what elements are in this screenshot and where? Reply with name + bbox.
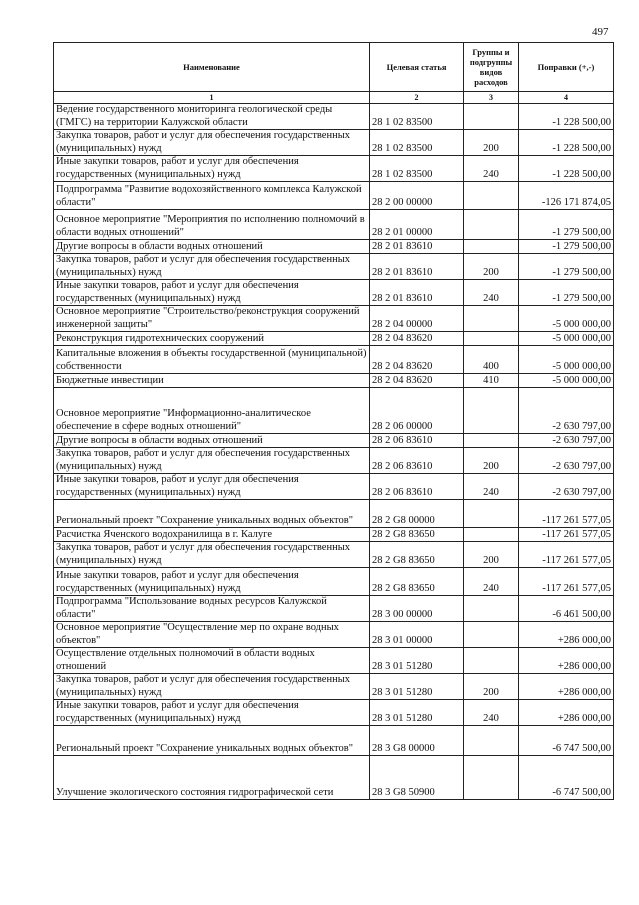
column-header-name: Наименование (54, 43, 370, 92)
row-code: 28 2 01 00000 (370, 210, 464, 240)
row-amount: -1 228 500,00 (519, 156, 614, 182)
row-amount: -5 000 000,00 (519, 374, 614, 388)
row-name: Закупка товаров, работ и услуг для обеспечения государственных (муниципальных) нужд (54, 130, 370, 156)
table-row (54, 500, 614, 528)
row-name: Иные закупки товаров, работ и услуг для обеспечения государственных (муниципальных) нужд (54, 700, 370, 726)
row-group (464, 434, 519, 448)
table-row (54, 474, 614, 500)
row-group: 410 (464, 374, 519, 388)
row-code: 28 2 04 00000 (370, 306, 464, 332)
row-group: 200 (464, 448, 519, 474)
row-code: 28 2 06 83610 (370, 448, 464, 474)
table-row (54, 346, 614, 374)
table-row (54, 622, 614, 648)
row-name: Иные закупки товаров, работ и услуг для обеспечения государственных (муниципальных) нужд (54, 474, 370, 500)
row-group (464, 210, 519, 240)
row-amount: -6 747 500,00 (519, 756, 614, 800)
row-name: Иные закупки товаров, работ и услуг для обеспечения государственных (муниципальных) нужд (54, 568, 370, 596)
row-code: 28 2 G8 83650 (370, 568, 464, 596)
row-amount: -2 630 797,00 (519, 434, 614, 448)
row-name: Закупка товаров, работ и услуг для обеспечения государственных (муниципальных) нужд (54, 448, 370, 474)
row-group (464, 306, 519, 332)
row-code: 28 2 04 83620 (370, 332, 464, 346)
row-code: 28 2 04 83620 (370, 346, 464, 374)
table-row (54, 528, 614, 542)
row-amount: -6 747 500,00 (519, 726, 614, 756)
row-amount: -1 279 500,00 (519, 280, 614, 306)
budget-table (53, 42, 614, 800)
table-row (54, 156, 614, 182)
row-code: 28 3 G8 50900 (370, 756, 464, 800)
table-body (54, 104, 614, 800)
row-group (464, 332, 519, 346)
column-number: 1 (54, 92, 370, 104)
row-amount: -1 279 500,00 (519, 240, 614, 254)
row-name: Основное мероприятие "Строительство/реконструкция сооружений инженерной защиты" (54, 306, 370, 332)
row-code: 28 3 01 00000 (370, 622, 464, 648)
row-amount: -1 279 500,00 (519, 210, 614, 240)
row-group (464, 756, 519, 800)
row-code: 28 2 06 00000 (370, 388, 464, 434)
row-name: Другие вопросы в области водных отношений (54, 240, 370, 254)
table-row (54, 280, 614, 306)
row-name: Капитальные вложения в объекты государственной (муниципальной) собственности (54, 346, 370, 374)
table-row (54, 210, 614, 240)
row-group (464, 648, 519, 674)
row-amount: -117 261 577,05 (519, 500, 614, 528)
table-row (54, 130, 614, 156)
row-group (464, 596, 519, 622)
row-amount: +286 000,00 (519, 674, 614, 700)
row-amount: -5 000 000,00 (519, 332, 614, 346)
row-group: 240 (464, 156, 519, 182)
page-number: 497 (592, 26, 609, 38)
row-name: Расчистка Яченского водохранилища в г. Калуге (54, 528, 370, 542)
row-name: Подпрограмма "Развитие водохозяйственного комплекса Калужской области" (54, 182, 370, 210)
row-amount: -2 630 797,00 (519, 388, 614, 434)
row-name: Закупка товаров, работ и услуг для обеспечения государственных (муниципальных) нужд (54, 254, 370, 280)
row-code: 28 2 01 83610 (370, 254, 464, 280)
table-row (54, 254, 614, 280)
table-row (54, 700, 614, 726)
row-code: 28 2 01 83610 (370, 240, 464, 254)
row-name: Другие вопросы в области водных отношений (54, 434, 370, 448)
row-group (464, 500, 519, 528)
table-row (54, 756, 614, 800)
column-header-amount: Поправки (+,-) (519, 43, 614, 92)
row-code: 28 3 01 51280 (370, 648, 464, 674)
row-code: 28 2 G8 00000 (370, 500, 464, 528)
row-group (464, 726, 519, 756)
table-row (54, 104, 614, 130)
row-name: Реконструкция гидротехнических сооружений (54, 332, 370, 346)
row-amount: -1 228 500,00 (519, 130, 614, 156)
row-group: 400 (464, 346, 519, 374)
table-row (54, 596, 614, 622)
table-row (54, 306, 614, 332)
table-row (54, 542, 614, 568)
row-amount: +286 000,00 (519, 648, 614, 674)
table-row (54, 240, 614, 254)
row-group: 240 (464, 474, 519, 500)
row-code: 28 2 G8 83650 (370, 528, 464, 542)
row-amount: -5 000 000,00 (519, 346, 614, 374)
row-code: 28 1 02 83500 (370, 130, 464, 156)
row-name: Региональный проект "Сохранение уникальных водных объектов" (54, 500, 370, 528)
row-amount: -126 171 874,05 (519, 182, 614, 210)
column-header-group: Группы и подгруппы видов расходов (464, 43, 519, 92)
table-row (54, 374, 614, 388)
row-name: Региональный проект "Сохранение уникальных водных объектов" (54, 726, 370, 756)
row-group: 200 (464, 254, 519, 280)
column-number: 2 (370, 92, 464, 104)
row-code: 28 3 01 51280 (370, 700, 464, 726)
column-header-code: Целевая статья (370, 43, 464, 92)
table-header-row (54, 43, 614, 92)
row-code: 28 2 G8 83650 (370, 542, 464, 568)
row-code: 28 3 01 51280 (370, 674, 464, 700)
table-row (54, 182, 614, 210)
row-code: 28 3 G8 00000 (370, 726, 464, 756)
row-name: Закупка товаров, работ и услуг для обеспечения государственных (муниципальных) нужд (54, 674, 370, 700)
row-name: Улучшение экологического состояния гидрографической сети (54, 756, 370, 800)
row-group: 240 (464, 700, 519, 726)
table-row (54, 434, 614, 448)
row-group (464, 182, 519, 210)
table-row (54, 568, 614, 596)
row-amount: -1 279 500,00 (519, 254, 614, 280)
row-amount: -2 630 797,00 (519, 448, 614, 474)
row-code: 28 2 00 00000 (370, 182, 464, 210)
table-row (54, 648, 614, 674)
row-name: Основное мероприятие "Информационно-аналитическое обеспечение в сфере водных отношений" (54, 388, 370, 434)
column-number-row (54, 92, 614, 104)
column-number: 4 (519, 92, 614, 104)
row-name: Осуществление отдельных полномочий в области водных отношений (54, 648, 370, 674)
row-amount: -117 261 577,05 (519, 528, 614, 542)
row-group (464, 622, 519, 648)
row-code: 28 3 00 00000 (370, 596, 464, 622)
row-code: 28 1 02 83500 (370, 104, 464, 130)
table-row (54, 332, 614, 346)
row-name: Ведение государственного мониторинга геологической среды (ГМГС) на территории Калужской области (54, 104, 370, 130)
row-code: 28 1 02 83500 (370, 156, 464, 182)
row-group: 200 (464, 130, 519, 156)
row-amount: -2 630 797,00 (519, 474, 614, 500)
row-name: Иные закупки товаров, работ и услуг для обеспечения государственных (муниципальных) нужд (54, 156, 370, 182)
row-code: 28 2 06 83610 (370, 474, 464, 500)
row-amount: +286 000,00 (519, 622, 614, 648)
row-group: 240 (464, 568, 519, 596)
row-group: 200 (464, 674, 519, 700)
table-row (54, 448, 614, 474)
row-name: Закупка товаров, работ и услуг для обеспечения государственных (муниципальных) нужд (54, 542, 370, 568)
row-amount: -1 228 500,00 (519, 104, 614, 130)
row-code: 28 2 06 83610 (370, 434, 464, 448)
row-code: 28 2 04 83620 (370, 374, 464, 388)
column-number: 3 (464, 92, 519, 104)
row-amount: -6 461 500,00 (519, 596, 614, 622)
row-name: Основное мероприятие "Осуществление мер по охране водных объектов" (54, 622, 370, 648)
table-row (54, 674, 614, 700)
table-row (54, 388, 614, 434)
row-amount: -117 261 577,05 (519, 568, 614, 596)
row-amount: +286 000,00 (519, 700, 614, 726)
row-group (464, 104, 519, 130)
row-group: 200 (464, 542, 519, 568)
row-amount: -117 261 577,05 (519, 542, 614, 568)
row-name: Иные закупки товаров, работ и услуг для обеспечения государственных (муниципальных) нужд (54, 280, 370, 306)
row-name: Подпрограмма "Использование водных ресурсов Калужской области" (54, 596, 370, 622)
row-group (464, 528, 519, 542)
row-group: 240 (464, 280, 519, 306)
row-name: Основное мероприятие "Мероприятия по исполнению полномочий в области водных отношений" (54, 210, 370, 240)
row-group (464, 240, 519, 254)
row-group (464, 388, 519, 434)
table-row (54, 726, 614, 756)
row-code: 28 2 01 83610 (370, 280, 464, 306)
row-amount: -5 000 000,00 (519, 306, 614, 332)
row-name: Бюджетные инвестиции (54, 374, 370, 388)
